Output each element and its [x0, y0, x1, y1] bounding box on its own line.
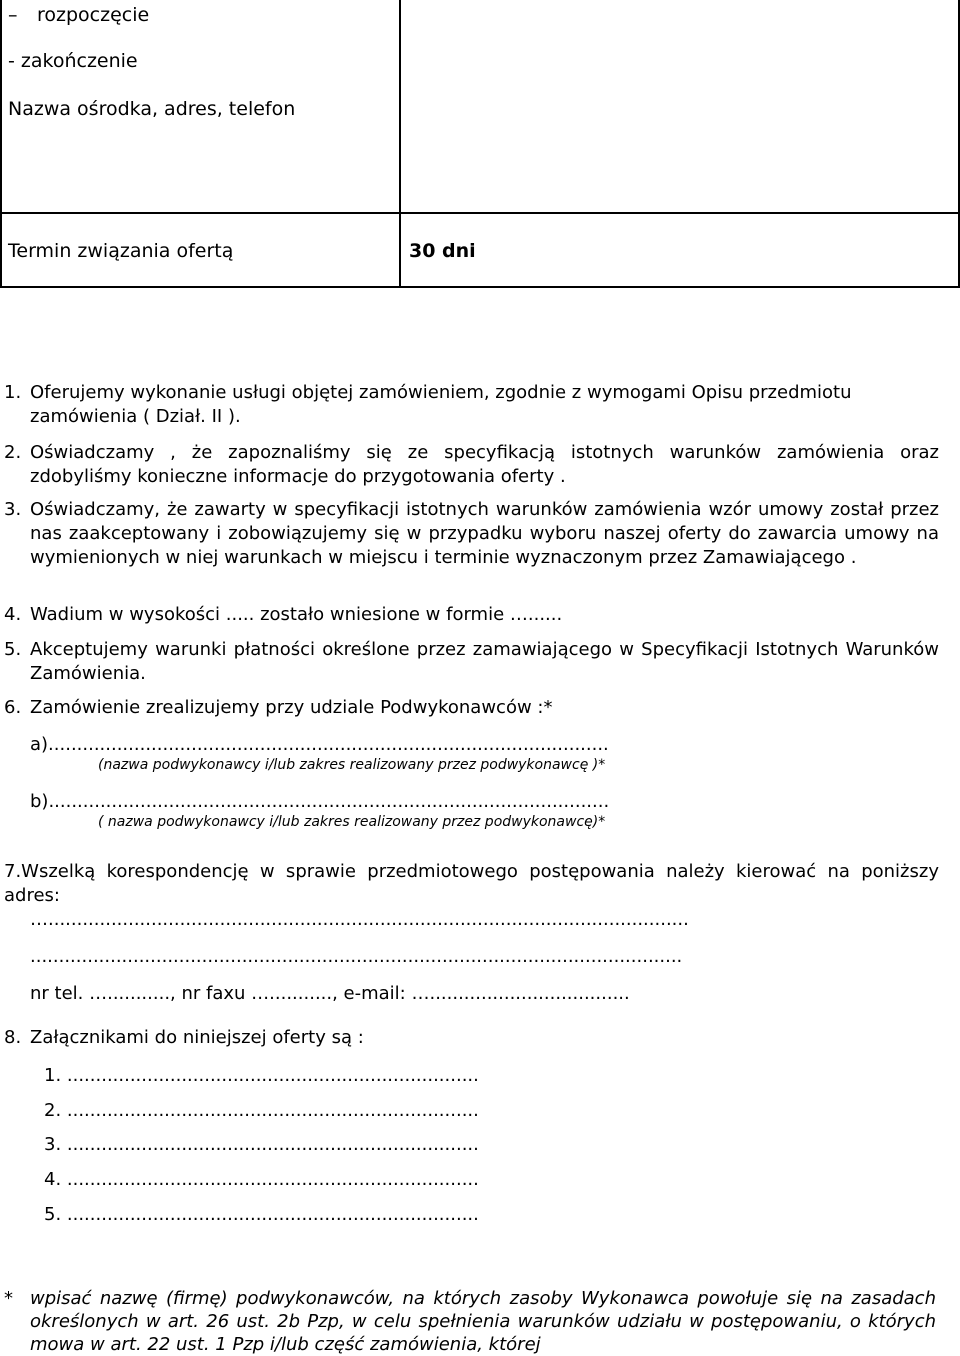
item-1-text: Oferujemy wykonanie usługi objętej zamówieniem, zgodnie z wymogami Opisu przedmiotu zamówienia ( Dział. II ). — [30, 382, 852, 427]
item-8-text: Załącznikami do niniejszej oferty są : — [30, 1027, 364, 1048]
item-3 — [4, 498, 939, 570]
table-bottom-border — [0, 286, 960, 288]
item-5-text: Akceptujemy warunki płatności określone przez zamawiającego w Specyfikacji Istotnych Warunków Zamówienia. — [30, 639, 939, 684]
subcontractor-b-note: ( nazwa podwykonawcy i/lub zakres realizowany przez podwykonawcę)* — [98, 814, 606, 830]
item-4 — [4, 603, 939, 627]
address-line-1: …................................................................................................................ — [30, 909, 689, 930]
item-2-number: 2. — [4, 442, 22, 463]
item-8-number: 8. — [4, 1027, 22, 1048]
table-row-divider — [0, 212, 960, 214]
start-date-label: rozpoczęcie — [37, 4, 150, 26]
offer-details-table — [0, 0, 960, 288]
item-5 — [4, 638, 939, 686]
dash-marker: – — [8, 4, 18, 26]
item-4-text: Wadium w wysokości ..... zostało wniesione w formie …...... — [30, 604, 563, 625]
attachment-line-5: 5. ........................................................................ — [44, 1204, 479, 1225]
end-date-label: - zakończenie — [8, 50, 138, 72]
item-2 — [4, 441, 939, 489]
item-6-number: 6. — [4, 697, 22, 718]
center-name-label: Nazwa ośrodka, adres, telefon — [8, 98, 296, 120]
footnote-text: wpisać nazwę (firmę) podwykonawców, na których zasoby Wykonawca powołuje się na zasadach określonych w art. 26 ust. 2b Pzp, w celu spełnienia warunków udziału w postępowaniu, o których mowa w art. 22 ust. 1 Pzp i/lub część zamówienia, której — [30, 1288, 936, 1355]
offer-validity-value: 30 dni — [409, 240, 476, 262]
contact-line: nr tel. …..........., nr faxu …..........., e-mail: …................................... — [30, 983, 630, 1004]
item-5-number: 5. — [4, 639, 22, 660]
address-line-2: .................................................................................................................. — [30, 946, 683, 967]
item-6 — [4, 696, 939, 720]
table-left-border — [0, 0, 2, 288]
table-column-divider — [399, 0, 401, 288]
item-7 — [4, 860, 939, 908]
item-2-text: Oświadczamy , że zapoznaliśmy się ze specyfikacją istotnych warunków zamówienia oraz zdobyliśmy konieczne informacje do przygotowania oferty . — [30, 442, 939, 487]
offer-validity-label: Termin związania ofertą — [8, 240, 234, 262]
item-6-text: Zamówienie zrealizujemy przy udziale Podwykonawców :* — [30, 697, 553, 718]
subcontractor-a-field: a).................................................................................................. — [30, 734, 609, 755]
attachment-line-1: 1. ........................................................................ — [44, 1065, 479, 1086]
item-3-text: Oświadczamy, że zawarty w specyfikacji istotnych warunków zamówienia wzór umowy został przez nas zaakceptowany i zobowiązujemy się w przypadku wyboru naszej oferty do zawarcia umowy na wymienionych w niej warunkach w miejscu i terminie wyznaczonym przez Zamawiającego . — [30, 499, 939, 568]
item-3-number: 3. — [4, 499, 22, 520]
item-1 — [4, 381, 939, 429]
footnote-star: * — [4, 1288, 13, 1309]
item-8 — [4, 1026, 939, 1050]
subcontractor-b-field: b).................................................................................................. — [30, 791, 610, 812]
item-4-number: 4. — [4, 604, 22, 625]
attachment-line-4: 4. ........................................................................ — [44, 1169, 479, 1190]
item-7-text: 7.Wszelką korespondencję w sprawie przedmiotowego postępowania należy kierować na poniższy adres: — [4, 861, 939, 906]
subcontractor-a-note: (nazwa podwykonawcy i/lub zakres realizowany przez podwykonawcę )* — [98, 757, 606, 773]
attachment-line-2: 2. ........................................................................ — [44, 1100, 479, 1121]
item-1-number: 1. — [4, 382, 22, 403]
attachment-line-3: 3. ........................................................................ — [44, 1134, 479, 1155]
